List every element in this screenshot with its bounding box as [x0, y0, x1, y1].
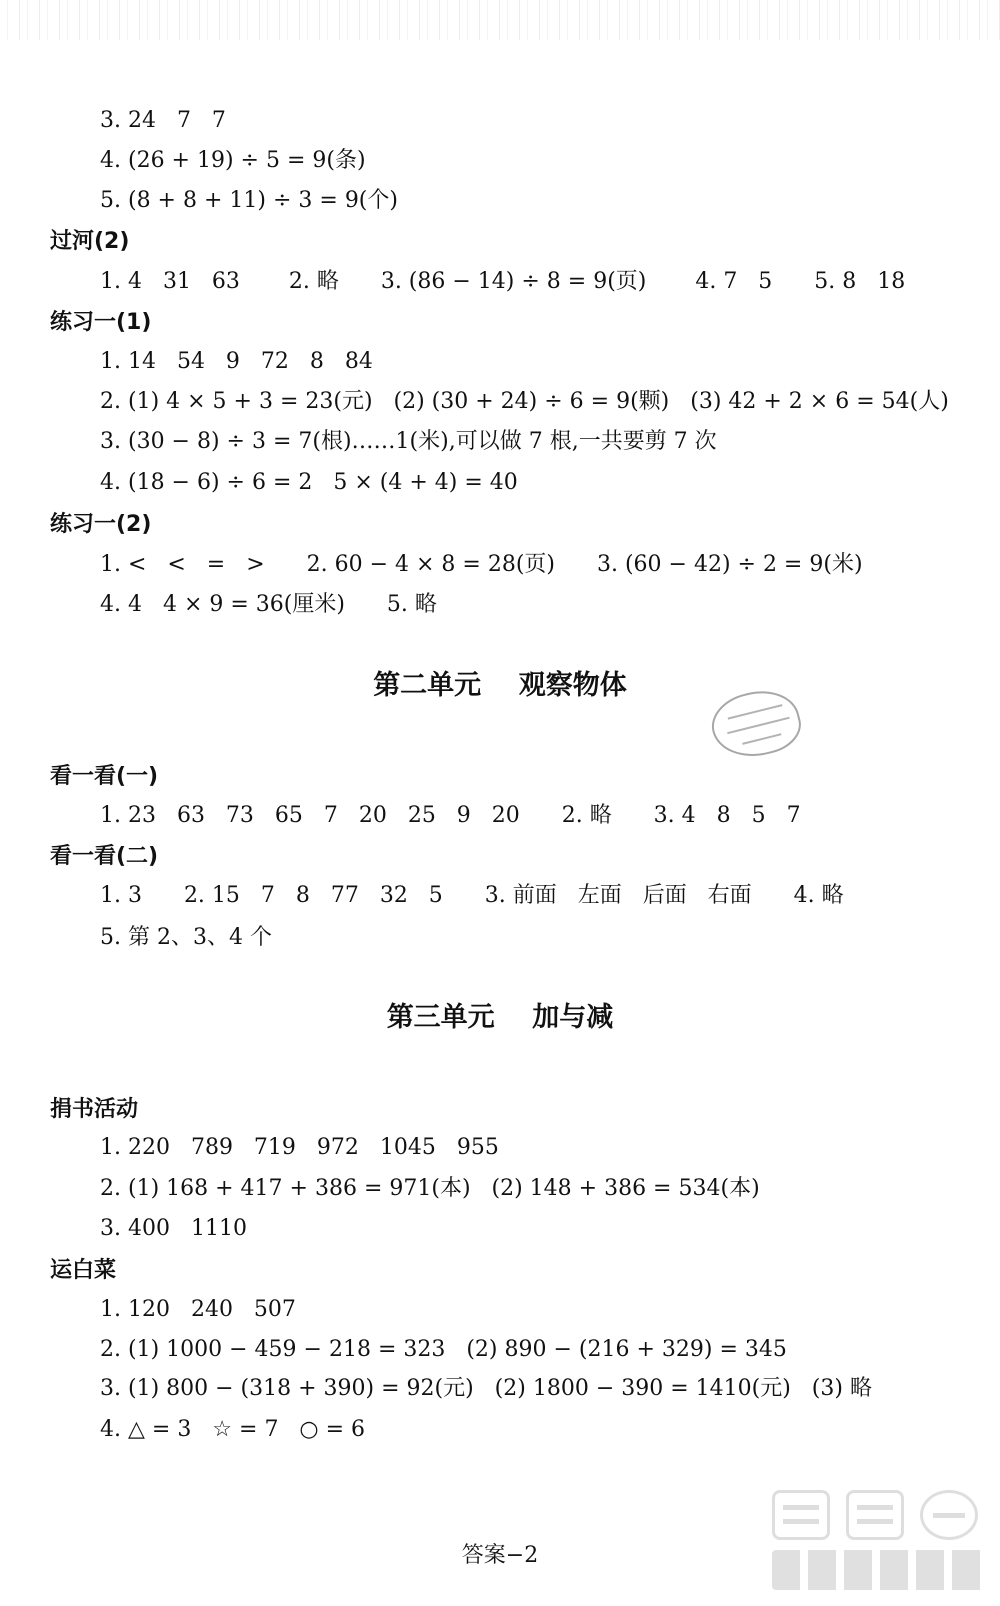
watermark-logo: [772, 1488, 987, 1598]
answer-line: 1. 14 54 9 72 8 84: [100, 349, 373, 374]
page-number: 答案−2: [461, 1543, 539, 1568]
answer-line: 4. △ = 3 ☆ = 7 ○ = 6: [100, 1417, 366, 1442]
unit-title: 第三单元 加与减: [386, 1002, 614, 1033]
answer-line: 4. (18 − 6) ÷ 6 = 2 5 × (4 + 4) = 40: [100, 470, 518, 495]
answer-line: 5. (8 + 8 + 11) ÷ 3 = 9(个): [100, 188, 398, 213]
answer-line: 3. (1) 800 − (318 + 390) = 92(元) (2) 1800 − 390 = 1410(元) (3) 略: [100, 1376, 872, 1401]
section-heading: 捐书活动: [50, 1097, 139, 1122]
answer-line: 3. 400 1110: [100, 1216, 247, 1241]
section-heading: 看一看(二): [50, 844, 159, 869]
section-heading: 看一看(一): [50, 764, 159, 789]
answer-line: 1. < < = > 2. 60 − 4 × 8 = 28(页) 3. (60 − 42) ÷ 2 = 9(米): [100, 552, 863, 577]
section-heading: 练习一(1): [50, 310, 152, 335]
section-heading: 过河(2): [50, 229, 130, 254]
answer-line: 1. 4 31 63 2. 略 3. (86 − 14) ÷ 8 = 9(页) 4. 7 5 5. 8 18: [100, 269, 906, 294]
answer-line: 2. (1) 168 + 417 + 386 = 971(本) (2) 148 + 386 = 534(本): [100, 1176, 760, 1201]
answer-line: 4. 4 4 × 9 = 36(厘米) 5. 略: [100, 592, 437, 617]
answer-line: 3. 24 7 7: [100, 108, 226, 133]
answer-line: 4. (26 + 19) ÷ 5 = 9(条): [100, 148, 366, 173]
answer-line: 2. (1) 1000 − 459 − 218 = 323 (2) 890 − (216 + 329) = 345: [100, 1337, 787, 1362]
section-heading: 练习一(2): [50, 512, 152, 537]
unit-title: 第二单元 观察物体: [373, 670, 627, 701]
answer-line: 1. 220 789 719 972 1045 955: [100, 1135, 499, 1160]
answer-line: 3. (30 − 8) ÷ 3 = 7(根)……1(米),可以做 7 根,一共要剪 7 次: [100, 429, 717, 454]
answer-line: 2. (1) 4 × 5 + 3 = 23(元) (2) (30 + 24) ÷ 6 = 9(颗) (3) 42 + 2 × 6 = 54(人): [100, 389, 949, 414]
answer-line: 5. 第 2、3、4 个: [100, 925, 272, 950]
scan-noise: [0, 0, 1000, 40]
answer-line: 1. 120 240 507: [100, 1297, 296, 1322]
answer-line: 1. 3 2. 15 7 8 77 32 5 3. 前面 左面 后面 右面 4. 略: [100, 883, 844, 908]
section-heading: 运白菜: [50, 1258, 117, 1283]
answer-line: 1. 23 63 73 65 7 20 25 9 20 2. 略 3. 4 8 5 7: [100, 803, 801, 828]
